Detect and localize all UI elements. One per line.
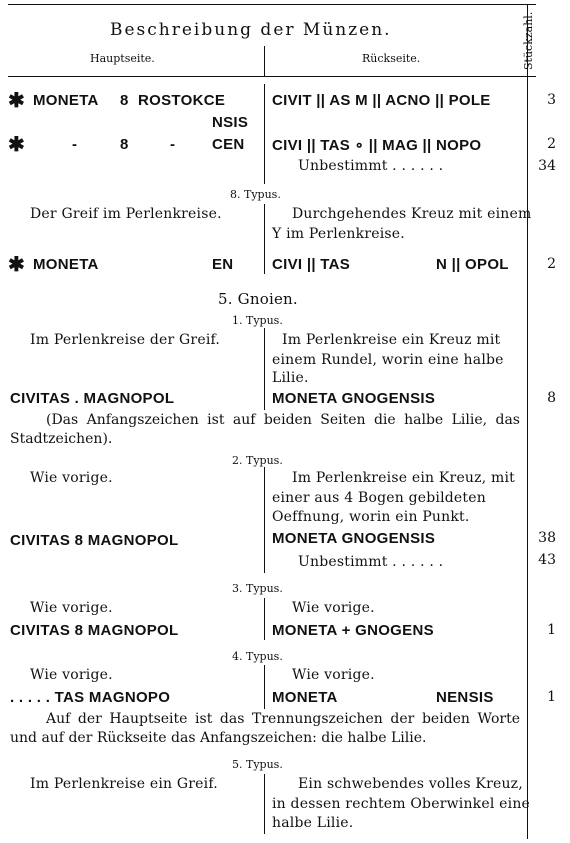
- reverse-description: Wie vorige.: [292, 667, 375, 683]
- legend-reverse: MONETA + GNOGENS: [272, 622, 434, 639]
- obverse-header: Hauptseite.: [90, 52, 155, 65]
- divider-t3: [264, 598, 265, 640]
- separator-mark: 8: [120, 136, 129, 153]
- count-value: 3: [547, 92, 556, 108]
- reverse-description: Im Perlenkreise ein Kreuz mit: [282, 332, 501, 348]
- type-heading: 5. Typus.: [232, 758, 283, 771]
- legend-obverse: CIVITAS 8 MAGNOPOL: [10, 532, 179, 549]
- reverse-description: Wie vorige.: [292, 600, 375, 616]
- count-value: 2: [547, 136, 556, 152]
- divider-t2: [264, 467, 265, 573]
- count-header: Stückzahl.: [522, 11, 535, 70]
- legend-reverse: NENSIS: [436, 689, 494, 706]
- header-divider: [264, 46, 265, 76]
- legend-reverse: CIVI || TAS ∘ || MAG || NOPO: [272, 137, 482, 154]
- legend-obverse: -: [72, 136, 78, 153]
- count-value: 8: [547, 390, 556, 406]
- count-value: 38: [538, 530, 556, 546]
- section-heading: 5. Gnoien.: [218, 290, 298, 308]
- star-mark: ✱: [8, 88, 25, 112]
- obverse-description: Wie vorige.: [30, 470, 113, 486]
- legend-obverse: MONETA: [33, 92, 99, 109]
- legend-obverse: ROSTOKCE: [138, 92, 226, 109]
- header-rule: [8, 76, 536, 77]
- count-value: 34: [538, 158, 556, 174]
- reverse-description: Durchgehendes Kreuz mit einem: [292, 206, 532, 222]
- reverse-description: halbe Lilie.: [272, 815, 354, 831]
- reverse-description: in dessen rechtem Oberwinkel eine: [272, 796, 531, 812]
- obverse-description: Der Greif im Perlenkreise.: [30, 206, 222, 222]
- legend-reverse: MONETA GNOGENSIS: [272, 390, 436, 407]
- count-value: 43: [538, 552, 556, 568]
- legend-obverse: -: [170, 136, 176, 153]
- reverse-description: Im Perlenkreise ein Kreuz, mit: [292, 470, 515, 486]
- legend-reverse: CIVIT || AS M || ACNO || POLE: [272, 92, 491, 109]
- legend-obverse: CEN: [212, 136, 245, 153]
- reverse-description: Ein schwebendes volles Kreuz,: [298, 776, 523, 792]
- count-value: 2: [547, 256, 556, 272]
- type-heading: 1. Typus.: [232, 314, 283, 327]
- legend-reverse: CIVI || TAS: [272, 256, 351, 273]
- reverse-header: Rückseite.: [362, 52, 421, 65]
- legend-obverse: . . . . . TAS MAGNOPO: [10, 689, 171, 706]
- type-heading: 8. Typus.: [230, 188, 281, 201]
- legend-obverse: MONETA: [33, 256, 99, 273]
- obverse-description: Wie vorige.: [30, 600, 113, 616]
- undetermined-label: Unbestimmt . . . . . .: [298, 554, 444, 570]
- table-title: Beschreibung der Münzen.: [110, 20, 392, 40]
- note-paragraph: (Das Anfangszeichen ist auf beiden Seiten die halbe Lilie, das Stadtzeichen).: [10, 412, 520, 447]
- type-heading: 4. Typus.: [232, 650, 283, 663]
- legend-obverse: CIVITAS . MAGNOPOL: [10, 390, 175, 407]
- divider-t4: [264, 665, 265, 709]
- legend-obverse: NSIS: [212, 114, 249, 131]
- obverse-description: Im Perlenkreise ein Greif.: [30, 776, 218, 792]
- undetermined-label: Unbestimmt . . . . . .: [298, 158, 444, 174]
- reverse-description: einem Rundel, worin eine halbe: [272, 352, 504, 368]
- obverse-description: Wie vorige.: [30, 667, 113, 683]
- note-paragraph: Auf der Hauptseite ist das Trennungszeichen der beiden Worte und auf der Rückseite das Anfangszeichen: die halbe Lilie.: [10, 711, 520, 746]
- legend-obverse: CIVITAS 8 MAGNOPOL: [10, 622, 179, 639]
- count-value: 1: [547, 622, 556, 638]
- legend-reverse: N || OPOL: [436, 256, 509, 273]
- obverse-description: Im Perlenkreise der Greif.: [30, 332, 221, 348]
- divider-t5: [264, 774, 265, 834]
- count-column-rule: [527, 4, 528, 839]
- star-mark: ✱: [8, 132, 25, 156]
- legend-reverse: MONETA: [272, 689, 338, 706]
- legend-reverse: MONETA GNOGENSIS: [272, 530, 436, 547]
- top-rule: [8, 4, 536, 5]
- legend-obverse: EN: [212, 256, 234, 273]
- type-heading: 3. Typus.: [232, 582, 283, 595]
- star-mark: ✱: [8, 252, 25, 276]
- reverse-description: Oeffnung, worin ein Punkt.: [272, 509, 470, 525]
- divider-t1: [264, 328, 265, 410]
- divider-top-rows: [264, 84, 265, 184]
- reverse-description: einer aus 4 Bogen gebildeten: [272, 490, 486, 506]
- count-value: 1: [547, 689, 556, 705]
- type-heading: 2. Typus.: [232, 454, 283, 467]
- reverse-description: Y im Perlenkreise.: [272, 226, 405, 242]
- separator-mark: 8: [120, 92, 129, 109]
- divider-typ8: [264, 204, 265, 274]
- reverse-description: Lilie.: [272, 370, 309, 386]
